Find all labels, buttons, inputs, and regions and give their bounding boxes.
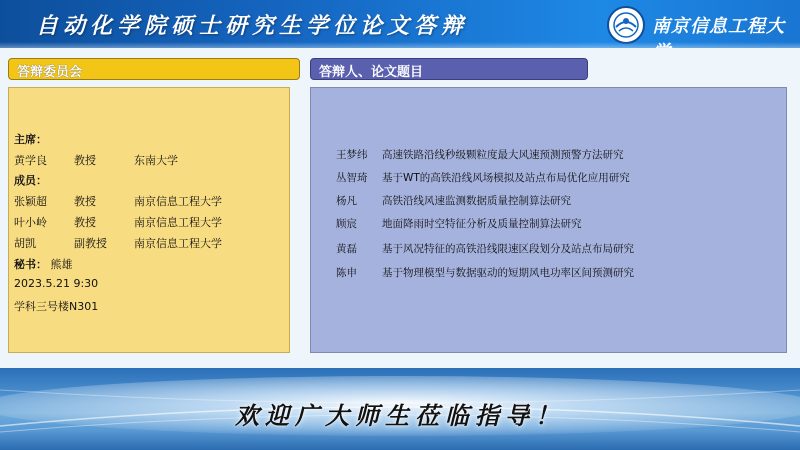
university-name: 南京信息工程大: [652, 16, 785, 37]
defense-datetime: 2023.5.21 9:30: [14, 277, 99, 290]
chair-name: 黄学良: [14, 154, 47, 167]
thesis-topic: 高速铁路沿线秒级颗粒度最大风速预测预警方法研究: [382, 149, 624, 161]
members-label: 成员: [14, 174, 36, 187]
thesis-topic: 地面降雨时空特征分析及质量控制算法研究: [382, 218, 582, 230]
defenses-heading: 答辩人、论文题目: [310, 58, 588, 80]
member-name: 张颖超: [14, 195, 47, 208]
defender-name: 黄磊: [336, 243, 357, 255]
member-org: 南京信息工程大学: [134, 195, 222, 208]
secretary-name: 熊雄: [50, 258, 73, 271]
chair-label: 主席: [14, 133, 36, 146]
defender-name: 王梦纬: [336, 149, 368, 161]
committee-heading: 答辩委员会: [8, 58, 300, 80]
thesis-topic: 高铁沿线风速监测数据质量控制算法研究: [382, 195, 571, 207]
chair-org: 东南大学: [134, 154, 178, 167]
university-seal-icon: [606, 5, 646, 45]
member-title: 副教授: [74, 237, 107, 250]
page-title: 自动化学院硕士研究生学位论文答辩: [36, 13, 469, 39]
defender-name: 丛智琦: [336, 172, 368, 184]
secretary-label: 秘书: [14, 258, 36, 271]
member-name: 叶小岭: [14, 216, 47, 229]
secretary-line: 秘书： 熊雄: [14, 258, 73, 271]
thesis-topic: 基于风况特征的高铁沿线限速区段划分及站点布局研究: [382, 243, 634, 255]
thesis-topic: 基于WT的高铁沿线风场模拟及站点布局优化应用研究: [382, 172, 630, 184]
member-name: 胡凯: [14, 237, 36, 250]
member-title: 教授: [74, 216, 96, 229]
members-label-line: 成员：: [14, 174, 47, 187]
member-title: 教授: [74, 195, 96, 208]
header-banner: [0, 0, 800, 48]
welcome-message: 欢迎广大师生莅临指导！: [235, 401, 565, 430]
chair-title: 教授: [74, 154, 96, 167]
member-org: 南京信息工程大学: [134, 216, 222, 229]
defender-name: 顾宸: [336, 218, 357, 230]
chair-label-line: 主席：: [14, 133, 47, 146]
defender-name: 杨凡: [336, 195, 357, 207]
thesis-topic: 基于物理模型与数据驱动的短期风电功率区间预测研究: [382, 267, 634, 279]
defender-name: 陈申: [336, 267, 357, 279]
member-org: 南京信息工程大学: [134, 237, 222, 250]
defense-location: 学科三号楼N301: [14, 300, 99, 313]
